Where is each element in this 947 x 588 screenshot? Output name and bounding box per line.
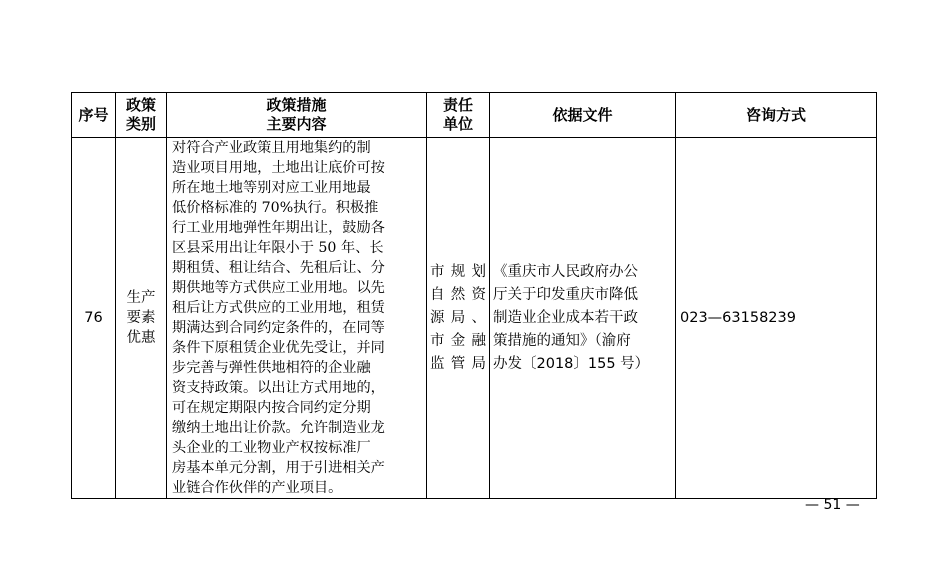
header-contact-method: 咨询方式 [676,93,877,138]
cell-policy-category: 生产 要素 优惠 [116,138,167,499]
header-policy-category: 政策 类别 [116,93,167,138]
policy-table [71,92,877,499]
cell-serial-number: 76 [72,138,116,499]
table-row [72,138,877,499]
cell-basis-document: 《重庆市人民政府办公 厅关于印发重庆市降低 制造业企业成本若干政 策措施的通知》（渝府 办发〔2018〕155 号） [490,138,676,499]
table-header-row [72,93,877,138]
cell-contact-method: 023—63158239 [676,138,877,499]
cell-policy-content: 对符合产业政策且用地集约的制 造业项目用地，土地出让底价可按 所在地土地等别对应工业用地最 低价格标准的 70%执行。积极推 行工业用地弹性年期出让，鼓励各 区县采用出让年限小于 50 年、长 期租赁、租让结合、先租后让、分 期供地等方式供应工业用地。以先 租后让方式供应的工业用地，租赁 期满达到合同约定条件的，在同等 条件下原租赁企业优先受让，并同 步完善与弹性供地相符的企业融 资支持政策。以出让方式用地的， 可在规定期限内按合同约定分期 缴纳土地出让价款。允许制造业龙 头企业的工业物业产权按标准厂 房基本单元分割，用于引进相关产 业链合作伙伴的产业项目。 [167,138,427,499]
header-serial-number: 序号 [72,93,116,138]
header-policy-content: 政策措施 主要内容 [167,93,427,138]
header-responsible-unit: 责任 单位 [427,93,490,138]
cell-responsible-unit: 市规划 自然资 源局、 市金融 监管局 [427,138,490,499]
page-number: — 51 — [805,497,860,513]
header-basis-document: 依据文件 [490,93,676,138]
